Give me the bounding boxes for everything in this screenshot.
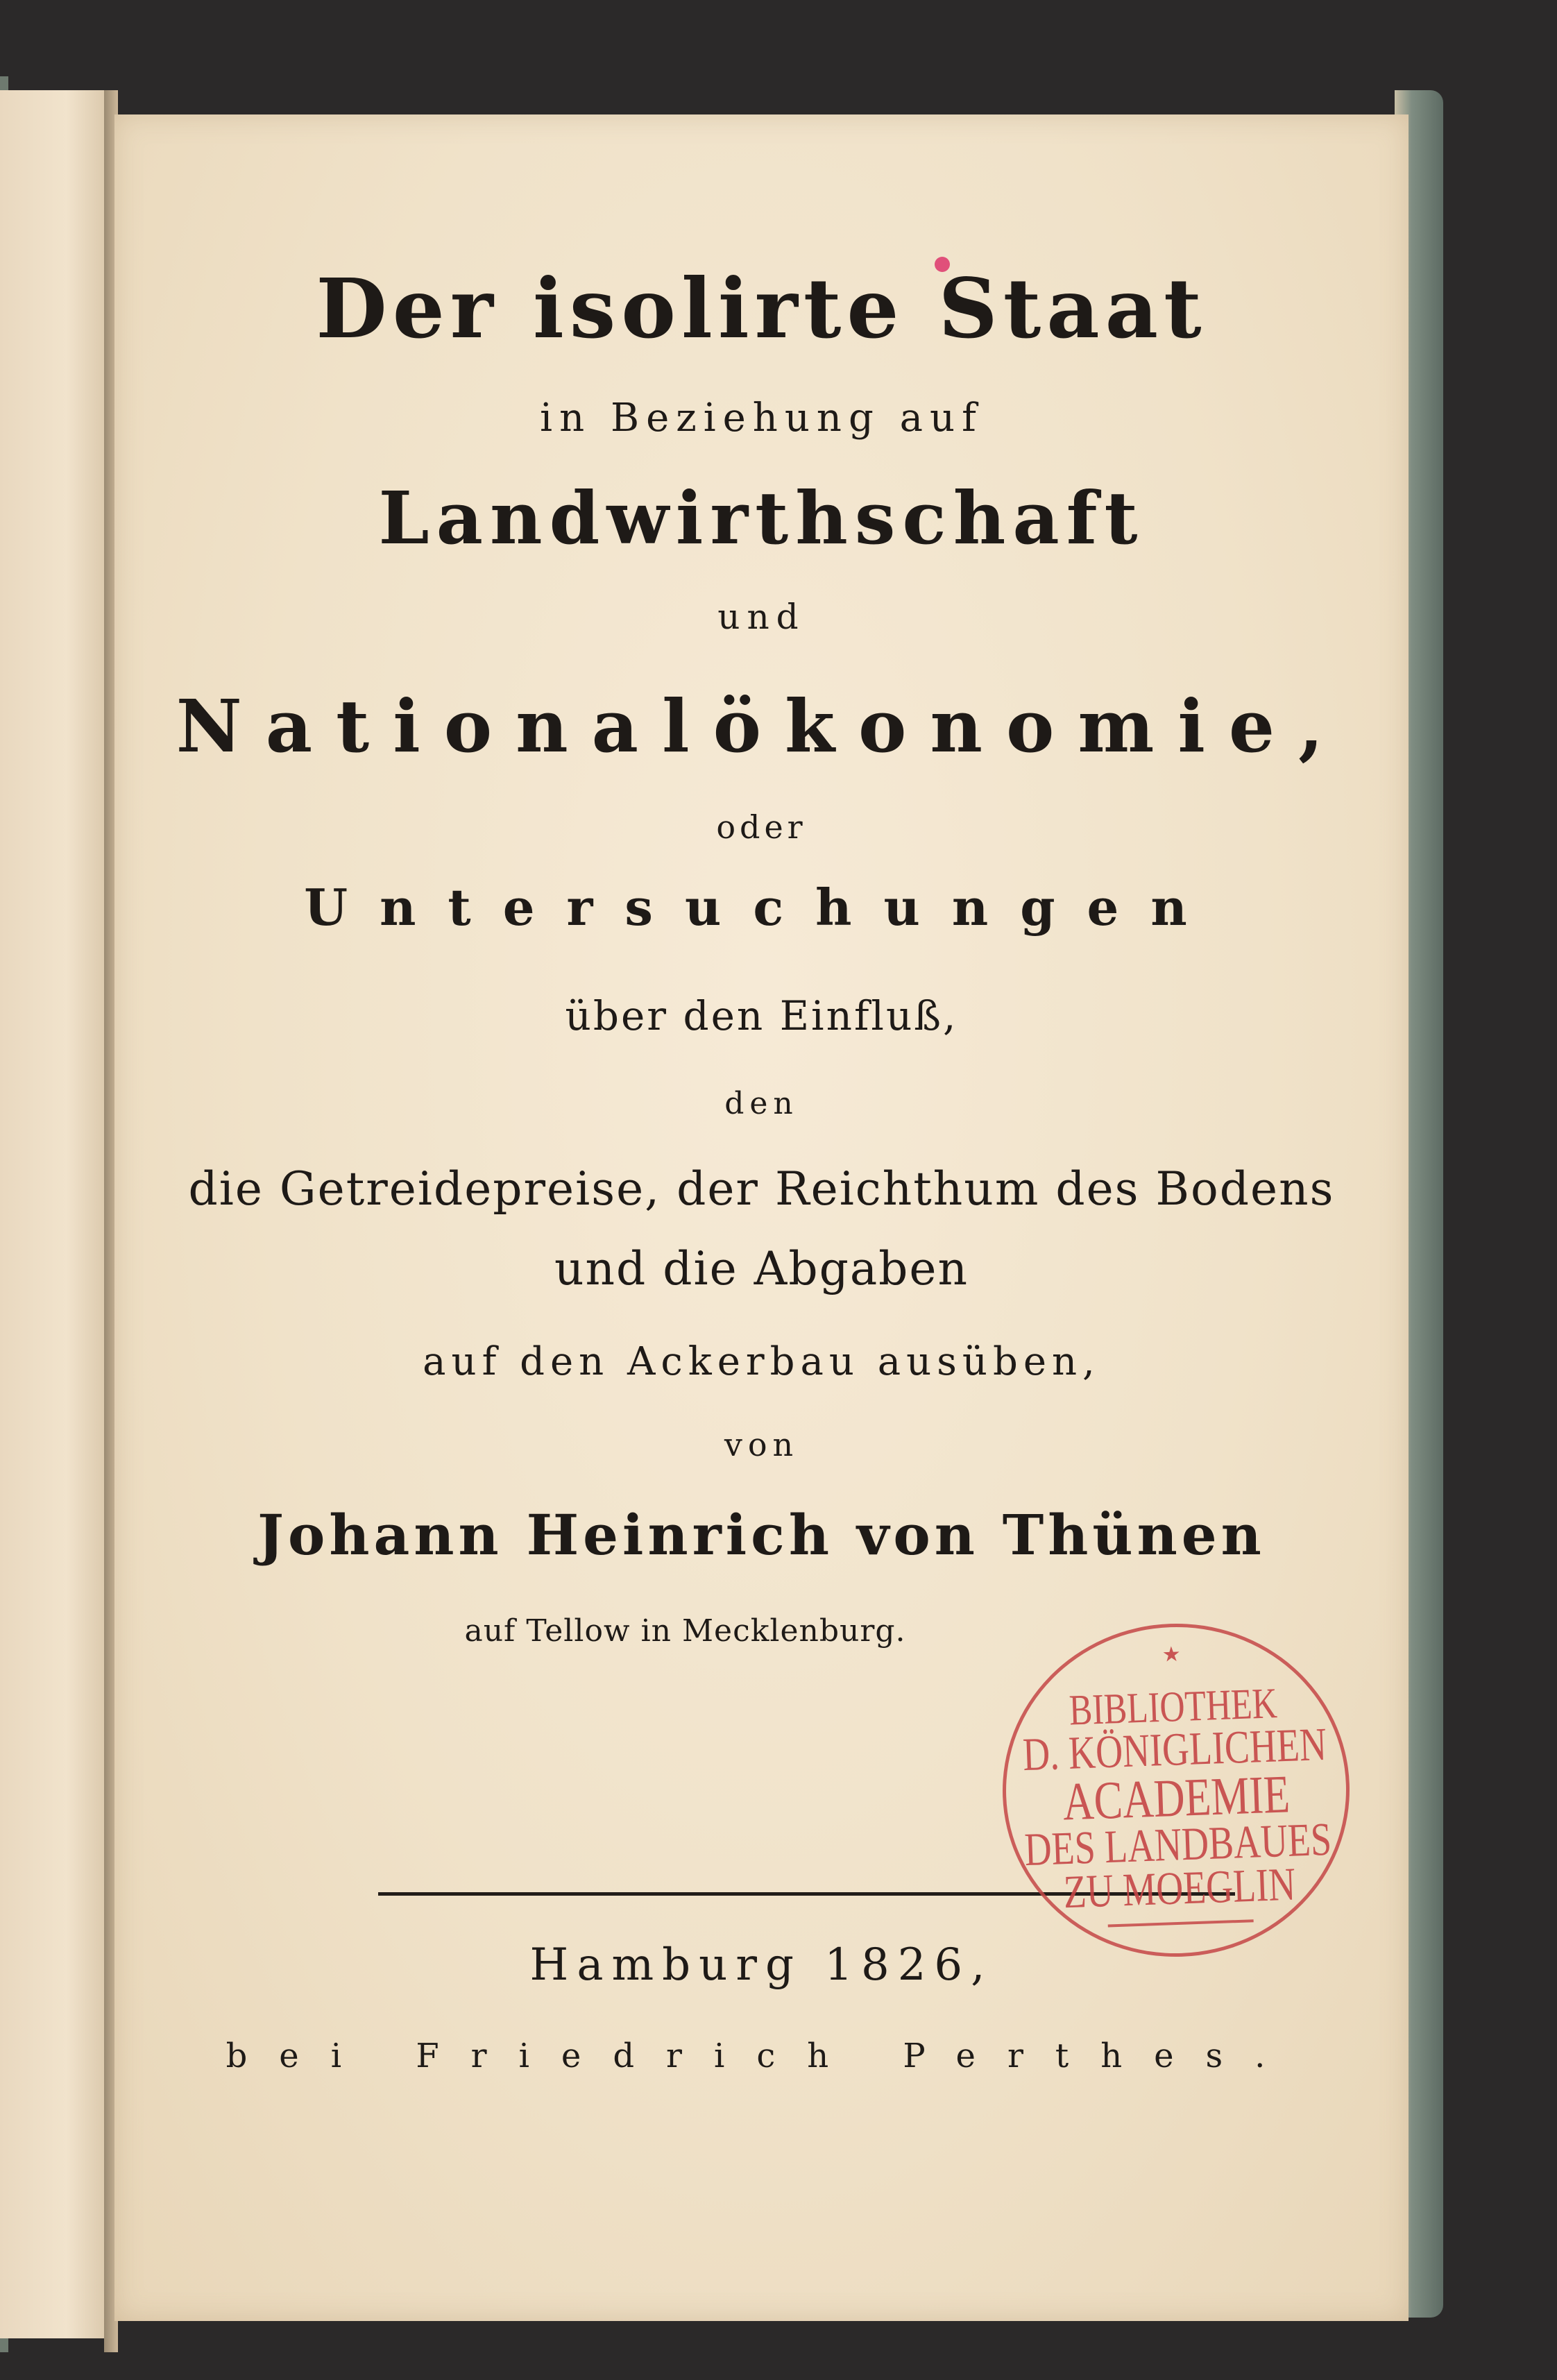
factors-line-one: die Getreidepreise, der Reichthum des Bodens <box>188 1162 1335 1216</box>
stamp-line: ACADEMIE <box>1062 1765 1291 1833</box>
conjunction: und <box>717 597 806 637</box>
subject-two: Nationalökonomie, <box>176 683 1347 769</box>
stamp-line: DES LANDBAUES <box>1023 1812 1333 1876</box>
studies-heading: Untersuchungen <box>304 878 1219 937</box>
subject-one: Landwirthschaft <box>378 475 1145 561</box>
stamp-line: BIBLIOTHEK <box>1068 1678 1278 1735</box>
imprint-publisher: bei Friedrich Perthes. <box>226 2037 1298 2075</box>
stamp-line: ZU MOEGLIN <box>1062 1858 1297 1919</box>
effect-line: auf den Ackerbau ausüben, <box>423 1339 1100 1384</box>
library-stamp <box>997 1617 1355 1962</box>
subtitle-intro: in Beziehung auf <box>540 396 983 441</box>
left-page-edge <box>0 90 113 2338</box>
title-page <box>114 114 1409 2321</box>
stamp-underline <box>1108 1919 1254 1927</box>
author-name: Johann Heinrich von Thünen <box>257 1502 1266 1567</box>
relative-word: den <box>724 1086 799 1121</box>
influence-line: über den Einfluß, <box>565 992 958 1039</box>
imprint-place-year: Hamburg 1826, <box>529 1939 994 1991</box>
stamp-star-icon: ★ <box>1162 1642 1182 1667</box>
book-title: Der isolirte Staat <box>316 260 1207 357</box>
author-residence: auf Tellow in Mecklenburg. <box>464 1613 906 1649</box>
by-word: von <box>724 1426 799 1463</box>
stamp-line: D. KÖNIGLICHEN <box>1021 1717 1328 1781</box>
factors-line-two: und die Abgaben <box>554 1242 969 1295</box>
alternative-word: oder <box>716 808 807 846</box>
